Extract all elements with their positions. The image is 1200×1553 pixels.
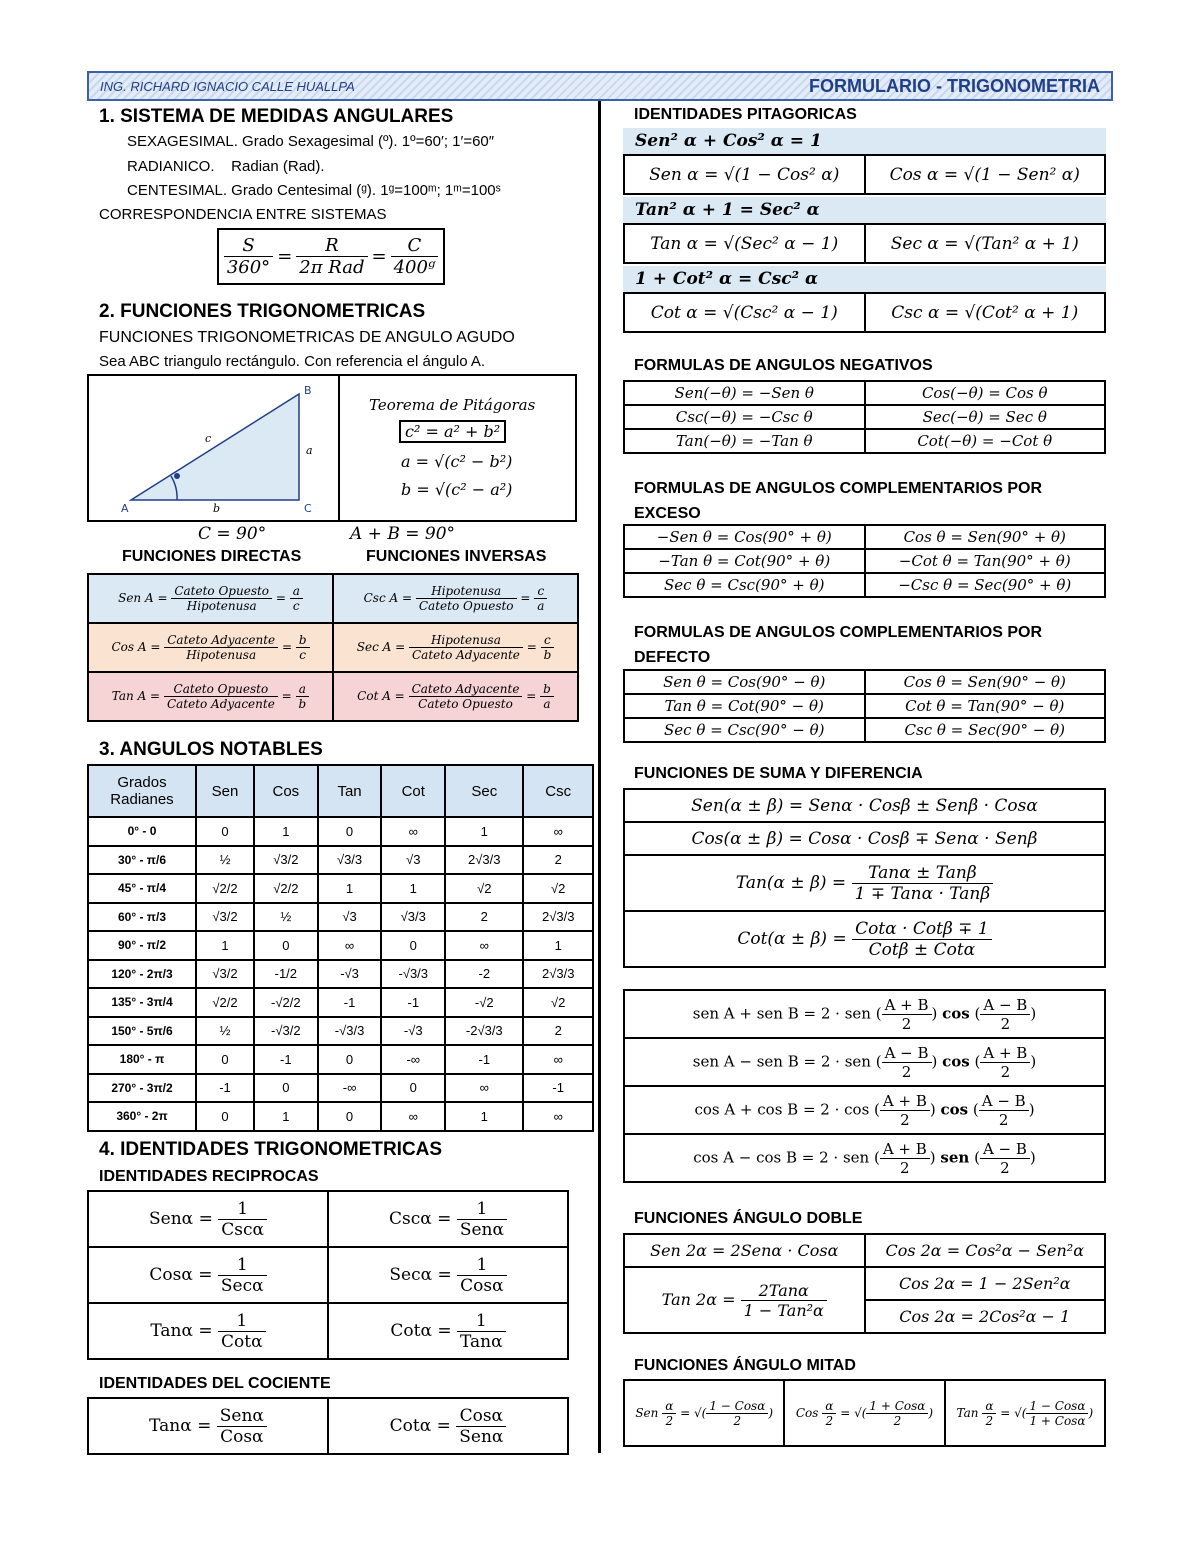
notable-cell: 1	[318, 874, 382, 903]
notable-cell: -√3/3	[318, 1017, 382, 1046]
reciprocal-right-2: Cotα = $\frac{1}{\text{Tanα}}$	[328, 1303, 568, 1359]
notable-cell: ∞	[445, 931, 523, 960]
vertex-c-label: C	[304, 502, 312, 515]
def-formula: Tan θ = Cot(90° − θ)	[624, 694, 865, 718]
notable-cell: 270° - 3π/2	[88, 1074, 196, 1103]
notable-cell: ∞	[381, 817, 445, 846]
notable-cell: 1	[445, 1102, 523, 1131]
quotient-table	[87, 1397, 569, 1455]
half-angle-title: FUNCIONES ÁNGULO MITAD	[634, 1357, 856, 1374]
pythagoras-formula: c² = a² + b²	[399, 420, 506, 443]
notable-cell: √3	[318, 903, 382, 932]
notable-cell: 0	[318, 817, 382, 846]
notable-cell: 0	[318, 1102, 382, 1131]
notable-header-2: Cos	[254, 765, 318, 817]
root-formula-a: Sen α = √(1 − Cos² α)	[624, 155, 865, 194]
tan-quotient: Tanα = $\frac{\text{Senα}}{\text{Cosα}}$	[88, 1398, 328, 1454]
notable-cell: 0	[196, 1102, 254, 1131]
pythagoras-title: Teorema de Pitágoras	[369, 396, 536, 414]
table-row	[88, 1074, 593, 1103]
notable-cell: -1	[381, 988, 445, 1017]
reciprocal-title: IDENTIDADES RECIPROCAS	[99, 1168, 319, 1185]
cot-sum: Cot(α ± β) = $\frac{\text{Cotα · Cotβ ∓ 1}}{\text{Cotβ ± Cotα}}$	[624, 911, 1105, 967]
sum-difference-title: FUNCIONES DE SUMA Y DIFERENCIA	[634, 765, 923, 782]
notable-cell: -√2/2	[254, 988, 318, 1017]
cot-quotient: Cotα = $\frac{\text{Cosα}}{\text{Senα}}$	[328, 1398, 568, 1454]
notable-cell: ∞	[523, 817, 593, 846]
notable-cell: √2/2	[196, 988, 254, 1017]
notable-cell: 1	[254, 817, 318, 846]
reciprocal-left-1: Cosα = $\frac{1}{\text{Secα}}$	[88, 1247, 328, 1303]
notable-cell: -√3/3	[381, 960, 445, 989]
notable-cell: 0	[254, 931, 318, 960]
notable-cell: 90° - π/2	[88, 931, 196, 960]
tan-sum: Tan(α ± β) = $\frac{\text{Tanα ± Tanβ}}{\text{1 ∓ Tanα · Tanβ}}$	[624, 855, 1105, 911]
notable-cell: -√3/2	[254, 1017, 318, 1046]
def-formula: Cos θ = Sen(90° − θ)	[865, 670, 1106, 694]
pythagorean-identities	[623, 128, 1106, 335]
notable-cell: 2	[523, 1017, 593, 1046]
notable-cell: -1	[196, 1074, 254, 1103]
section-2-title: 2. FUNCIONES TRIGONOMETRICAS	[99, 301, 426, 322]
negative-angles-table	[623, 380, 1106, 454]
notable-cell: 1	[254, 1102, 318, 1131]
root-formula-b: Cos α = √(1 − Sen² α)	[865, 155, 1106, 194]
def-formula: Sen θ = Cos(90° − θ)	[624, 670, 865, 694]
notable-cell: -1/2	[254, 960, 318, 989]
notable-cell: √3	[381, 846, 445, 875]
notable-cell: √3/3	[381, 903, 445, 932]
correspondencia-title: CORRESPONDENCIA ENTRE SISTEMAS	[99, 206, 387, 223]
notable-cell: 0	[254, 1074, 318, 1103]
sum-to-product-2: cos A + cos B = 2 · cos ( $\frac{A + B}{2}$ ) cos ( $\frac{A - B}{2}$ )	[624, 1086, 1105, 1134]
pythagoras-b: b = √(c² − a²)	[401, 480, 513, 499]
notable-cell: 1	[381, 874, 445, 903]
triangle-intro: Sea ABC triangulo rectángulo. Con referencia el ángulo A.	[99, 353, 486, 370]
notable-cell: 360° - 2π	[88, 1102, 196, 1131]
notable-cell: √3/2	[254, 846, 318, 875]
sen-double: Sen 2α = 2Senα · Cosα	[624, 1234, 865, 1267]
notable-cell: -√3	[318, 960, 382, 989]
half-angle-1: Cos $\frac{\alpha}{2}$ = √( $\frac{\text{1 + Cosα}}{2}$ )	[784, 1380, 944, 1446]
notable-cell: ∞	[523, 1045, 593, 1074]
inverse-ratio-1: Sec A = $\frac{\text{Hipotenusa}}{\text{Cateto Adyacente}}$ = $\frac{c}{b}$	[333, 623, 578, 672]
neg-formula: Tan(−θ) = −Tan θ	[624, 429, 865, 453]
column-divider	[598, 101, 601, 1453]
pythagorean-identity-2: 1 + Cot² α = Csc² α	[623, 266, 1106, 292]
notable-cell: -2	[445, 960, 523, 989]
notable-cell: -1	[445, 1045, 523, 1074]
notable-cell: 0	[381, 931, 445, 960]
notable-cell: -√2	[445, 988, 523, 1017]
notable-cell: ½	[254, 903, 318, 932]
neg-formula: Cot(−θ) = −Cot θ	[865, 429, 1106, 453]
notable-cell: 1	[523, 931, 593, 960]
side-a-label: a	[306, 444, 313, 457]
sexagesimal-line: SEXAGESIMAL. Grado Sexagesimal (º). 1º=60′; 1′=60″	[127, 133, 495, 150]
notable-cell: 2√3/3	[523, 960, 593, 989]
half-angle-2: Tan $\frac{\alpha}{2}$ = √( $\frac{\text{1 − Cosα}}{\text{1 + Cosα}}$ )	[945, 1380, 1105, 1446]
sum-to-product-table	[623, 989, 1106, 1183]
notable-cell: 1	[445, 817, 523, 846]
cos-double-3: Cos 2α = 2Cos²α − 1	[865, 1300, 1106, 1333]
table-row	[88, 874, 593, 903]
notable-cell: 180° - π	[88, 1045, 196, 1074]
neg-formula: Cos(−θ) = Cos θ	[865, 381, 1106, 405]
notable-cell: 120° - 2π/3	[88, 960, 196, 989]
section-4-title: 4. IDENTIDADES TRIGONOMETRICAS	[99, 1139, 443, 1160]
pythagoras-a: a = √(c² − b²)	[401, 452, 513, 471]
notable-cell: √3/3	[318, 846, 382, 875]
notable-header-5: Sec	[445, 765, 523, 817]
exc-formula: −Cot θ = Tan(90° + θ)	[865, 549, 1106, 573]
centesimal-line: CENTESIMAL. Grado Centesimal (ᵍ). 1ᵍ=100ᵐ; 1ᵐ=100ˢ	[127, 182, 501, 199]
sum-difference-table	[623, 788, 1106, 968]
neg-formula: Csc(−θ) = −Csc θ	[624, 405, 865, 429]
sum-to-product-3: cos A − cos B = 2 · sen ( $\frac{A + B}{2}$ ) sen ( $\frac{A - B}{2}$ )	[624, 1134, 1105, 1182]
notable-header-3: Tan	[318, 765, 382, 817]
inverse-ratio-0: Csc A = $\frac{\text{Hipotenusa}}{\text{Cateto Opuesto}}$ = $\frac{c}{a}$	[333, 574, 578, 623]
notable-cell: 60° - π/3	[88, 903, 196, 932]
notable-header-0: Grados Radianes	[88, 765, 196, 817]
root-formula-a: Tan α = √(Sec² α − 1)	[624, 224, 865, 263]
reciprocal-table	[87, 1190, 569, 1360]
notable-cell: √3/2	[196, 903, 254, 932]
notable-cell: 2	[523, 846, 593, 875]
acute-angle-subtitle: FUNCIONES TRIGONOMETRICAS DE ANGULO AGUDO	[99, 329, 515, 346]
section-3-title: 3. ANGULOS NOTABLES	[99, 739, 323, 760]
pythagorean-identities-title: IDENTIDADES PITAGORICAS	[634, 106, 857, 123]
angle-sum: A + B = 90°	[350, 524, 456, 544]
notable-cell: -1	[318, 988, 382, 1017]
notable-cell: √2/2	[196, 874, 254, 903]
side-c-label: c	[205, 432, 212, 445]
notable-cell: √3/2	[196, 960, 254, 989]
notable-header-4: Cot	[381, 765, 445, 817]
pythagorean-roots-2	[623, 292, 1106, 333]
notable-cell: ½	[196, 1017, 254, 1046]
root-formula-b: Csc α = √(Cot² α + 1)	[865, 293, 1106, 332]
sum-to-product-0: sen A + sen B = 2 · sen ( $\frac{A + B}{2}$ ) cos ( $\frac{A - B}{2}$ )	[624, 990, 1105, 1038]
cos-double-1: Cos 2α = Cos²α − Sen²α	[865, 1234, 1106, 1267]
cos-double-2: Cos 2α = 1 − 2Sen²α	[865, 1267, 1106, 1300]
notable-cell: √2/2	[254, 874, 318, 903]
notable-cell: ½	[196, 846, 254, 875]
reciprocal-right-0: Cscα = $\frac{1}{\text{Senα}}$	[328, 1191, 568, 1247]
pythagorean-roots-1	[623, 223, 1106, 264]
notable-cell: 150° - 5π/6	[88, 1017, 196, 1046]
notable-cell: -∞	[381, 1045, 445, 1074]
direct-ratio-1: Cos A = $\frac{\text{Cateto Adyacente}}{\text{Hipotenusa}}$ = $\frac{b}{c}$	[88, 623, 333, 672]
root-formula-a: Cot α = √(Csc² α − 1)	[624, 293, 865, 332]
notable-cell: 30° - π/6	[88, 846, 196, 875]
excess-table	[623, 524, 1106, 598]
notable-cell: 1	[196, 931, 254, 960]
pythagorean-identity-1: Tan² α + 1 = Sec² α	[623, 197, 1106, 223]
notable-header-1: Sen	[196, 765, 254, 817]
exc-formula: −Csc θ = Sec(90° + θ)	[865, 573, 1106, 597]
table-row	[88, 988, 593, 1017]
exc-formula: Cos θ = Sen(90° + θ)	[865, 525, 1106, 549]
direct-ratio-0: Sen A = $\frac{\text{Cateto Opuesto}}{\text{Hipotenusa}}$ = $\frac{a}{c}$	[88, 574, 333, 623]
table-row	[88, 1102, 593, 1131]
notable-cell: 2	[445, 903, 523, 932]
notable-cell: -1	[254, 1045, 318, 1074]
sum-to-product-1: sen A − sen B = 2 · sen ( $\frac{A - B}{2}$ ) cos ( $\frac{A + B}{2}$ )	[624, 1038, 1105, 1086]
tan-double: Tan 2α = $\frac{\text{2Tanα}}{\text{1 − Tan²α}}$	[624, 1267, 865, 1333]
notable-cell: -2√3/3	[445, 1017, 523, 1046]
neg-formula: Sen(−θ) = −Sen θ	[624, 381, 865, 405]
right-triangle-diagram	[109, 382, 329, 516]
notable-cell: 0° - 0	[88, 817, 196, 846]
defect-title: FORMULAS DE ANGULOS COMPLEMENTARIOS POR DEFECTO	[634, 624, 1042, 666]
notable-cell: -∞	[318, 1074, 382, 1103]
inverse-ratio-2: Cot A = $\frac{\text{Cateto Adyacente}}{\text{Cateto Opuesto}}$ = $\frac{b}{a}$	[333, 672, 578, 721]
excess-title: FORMULAS DE ANGULOS COMPLEMENTARIOS POR EXCESO	[634, 480, 1042, 522]
table-row	[88, 846, 593, 875]
notable-cell: 0	[196, 1045, 254, 1074]
notable-cell: 0	[196, 817, 254, 846]
notable-cell: 2√3/3	[445, 846, 523, 875]
table-row	[88, 1045, 593, 1074]
correspondence-formula: $\frac{S}{360^\circ}$ = $\frac{R}{\text{2π Rad}}$ = $\frac{C}{\text{400ᵍ}}$	[217, 228, 445, 285]
pythagorean-identity-0: Sen² α + Cos² α = 1	[623, 128, 1106, 154]
vertex-a-label: A	[121, 502, 129, 515]
reciprocal-left-2: Tanα = $\frac{1}{\text{Cotα}}$	[88, 1303, 328, 1359]
neg-formula: Sec(−θ) = Sec θ	[865, 405, 1106, 429]
reciprocal-left-0: Senα = $\frac{1}{\text{Cscα}}$	[88, 1191, 328, 1247]
author-name: ING. RICHARD IGNACIO CALLE HUALLPA	[100, 79, 355, 94]
def-formula: Sec θ = Csc(90° − θ)	[624, 718, 865, 742]
def-formula: Csc θ = Sec(90° − θ)	[865, 718, 1106, 742]
defect-table	[623, 669, 1106, 743]
notable-cell: -1	[523, 1074, 593, 1103]
reciprocal-right-1: Secα = $\frac{1}{\text{Cosα}}$	[328, 1247, 568, 1303]
notable-cell: √2	[445, 874, 523, 903]
direct-ratio-2: Tan A = $\frac{\text{Cateto Opuesto}}{\text{Cateto Adyacente}}$ = $\frac{a}{b}$	[88, 672, 333, 721]
table-row	[88, 931, 593, 960]
table-row	[88, 817, 593, 846]
exc-formula: Sec θ = Csc(90° + θ)	[624, 573, 865, 597]
half-angle-0: Sen $\frac{\alpha}{2}$ = √( $\frac{\text{1 − Cosα}}{2}$ )	[624, 1380, 784, 1446]
side-b-label: b	[213, 502, 221, 515]
pythagorean-roots-0	[623, 154, 1106, 195]
inverse-functions-label: FUNCIONES INVERSAS	[366, 548, 547, 565]
vertex-b-label: B	[304, 384, 312, 397]
exc-formula: −Tan θ = Cot(90° + θ)	[624, 549, 865, 573]
table-row	[88, 960, 593, 989]
notable-header-6: Csc	[523, 765, 593, 817]
negative-angles-title: FORMULAS DE ANGULOS NEGATIVOS	[634, 357, 933, 374]
notable-cell: ∞	[381, 1102, 445, 1131]
double-angle-title: FUNCIONES ÁNGULO DOBLE	[634, 1210, 863, 1227]
notable-angles-table	[87, 764, 594, 1132]
section-1-title: 1. SISTEMA DE MEDIDAS ANGULARES	[99, 106, 454, 127]
trig-ratios-table	[87, 573, 579, 722]
double-angle-table	[623, 1233, 1106, 1334]
half-angle-table	[623, 1379, 1106, 1447]
notable-cell: √2	[523, 988, 593, 1017]
notable-cell: 2√3/3	[523, 903, 593, 932]
notable-cell: ∞	[523, 1102, 593, 1131]
angle-c: C = 90°	[198, 524, 267, 544]
cos-sum: Cos(α ± β) = Cosα · Cosβ ∓ Senα · Senβ	[624, 822, 1105, 855]
notable-cell: √2	[523, 874, 593, 903]
notable-cell: ∞	[318, 931, 382, 960]
triangle-panel	[87, 374, 577, 522]
notable-cell: -√3	[381, 1017, 445, 1046]
exc-formula: −Sen θ = Cos(90° + θ)	[624, 525, 865, 549]
quotient-title: IDENTIDADES DEL COCIENTE	[99, 1375, 331, 1392]
table-row	[88, 903, 593, 932]
table-row	[88, 1017, 593, 1046]
page-title: FORMULARIO - TRIGONOMETRIA	[809, 76, 1100, 96]
notable-cell: 45° - π/4	[88, 874, 196, 903]
sen-sum: Sen(α ± β) = Senα · Cosβ ± Senβ · Cosα	[624, 789, 1105, 822]
radianico-line: RADIANICO. Radian (Rad).	[127, 158, 325, 175]
notable-cell: 135° - 3π/4	[88, 988, 196, 1017]
direct-functions-label: FUNCIONES DIRECTAS	[122, 548, 302, 565]
notable-cell: 0	[318, 1045, 382, 1074]
notable-cell: ∞	[445, 1074, 523, 1103]
notable-cell: 0	[381, 1074, 445, 1103]
root-formula-b: Sec α = √(Tan² α + 1)	[865, 224, 1106, 263]
def-formula: Cot θ = Tan(90° − θ)	[865, 694, 1106, 718]
